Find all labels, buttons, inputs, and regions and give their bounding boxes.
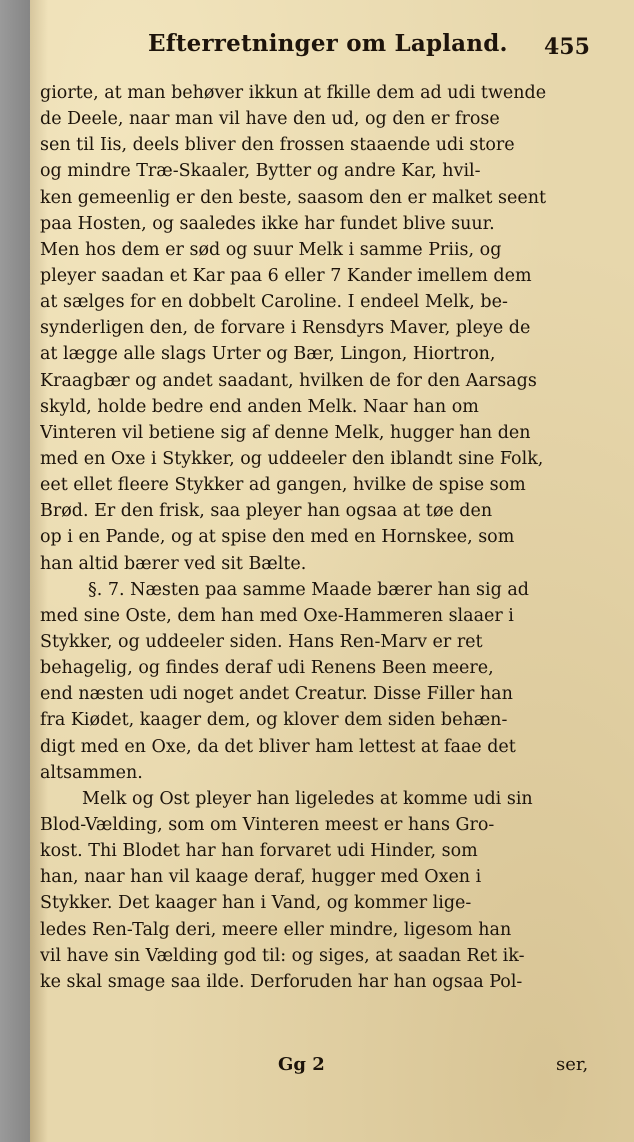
text-line: kost. Thi Blodet har han forvaret udi Hinder, som bbox=[40, 841, 478, 862]
text-line: Vinteren vil betiene sig af denne Melk, hugger han den bbox=[40, 422, 531, 443]
text-line: altsammen. bbox=[40, 762, 143, 783]
running-title: Efterretninger om Lapland. bbox=[148, 30, 508, 57]
body-text bbox=[40, 80, 626, 995]
text-line: synderligen den, de forvare i Rensdyrs Maver, pleye de bbox=[40, 318, 531, 339]
text-line: han altid bærer ved sit Bælte. bbox=[40, 553, 307, 574]
text-line: Brød. Er den frisk, saa pleyer han ogsaa at tøe den bbox=[40, 501, 493, 522]
text-line: behagelig, og findes deraf udi Renens Been meere, bbox=[40, 658, 494, 679]
text-line: digt med en Oxe, da det bliver ham lettest at faae det bbox=[40, 736, 516, 757]
text-line: end næsten udi noget andet Creatur. Disse Filler han bbox=[40, 684, 513, 705]
signature-mark: Gg 2 bbox=[278, 1054, 325, 1075]
text-line: eet ellet fleere Stykker ad gangen, hvilke de spise som bbox=[40, 475, 526, 496]
text-line: han, naar han vil kaage deraf, hugger med Oxen i bbox=[40, 867, 482, 888]
book-page bbox=[30, 0, 634, 1142]
text-line: med en Oxe i Stykker, og uddeeler den iblandt sine Folk, bbox=[40, 448, 544, 469]
text-line: Kraagbær og andet saadant, hvilken de for den Aarsags bbox=[40, 370, 537, 391]
text-line: og mindre Træ-Skaaler, Bytter og andre Kar, hvil- bbox=[40, 161, 481, 182]
catchword: ser, bbox=[556, 1054, 589, 1075]
page-footer bbox=[30, 1054, 634, 1084]
text-line: ledes Ren-Talg deri, meere eller mindre, ligesom han bbox=[40, 919, 512, 940]
text-line: skyld, holde bedre end anden Melk. Naar han om bbox=[40, 396, 479, 417]
text-line: at sælges for en dobbelt Caroline. I endeel Melk, be- bbox=[40, 292, 508, 313]
text-line: ke skal smage saa ilde. Derforuden har han ogsaa Pol- bbox=[40, 971, 523, 992]
text-line: op i en Pande, og at spise den med en Hornskee, som bbox=[40, 527, 515, 548]
text-line: giorte, at man behøver ikkun at fkille dem ad udi twende bbox=[40, 83, 547, 103]
text-line: paa Hosten, og saaledes ikke har fundet blive suur. bbox=[40, 213, 495, 234]
text-line: med sine Oste, dem han med Oxe-Hammeren slaaer i bbox=[40, 605, 514, 626]
text-line: at lægge alle slags Urter og Bær, Lingon, Hiortron, bbox=[40, 344, 496, 365]
text-line: de Deele, naar man vil have den ud, og den er frose bbox=[40, 109, 500, 130]
text-line: pleyer saadan et Kar paa 6 eller 7 Kander imellem dem bbox=[40, 265, 532, 286]
text-line: Stykker. Det kaager han i Vand, og kommer lige- bbox=[40, 893, 472, 914]
section-start-line: §. 7. Næsten paa samme Maade bærer han sig ad bbox=[88, 579, 529, 600]
page-header bbox=[30, 28, 634, 64]
text-line: Men hos dem er sød og suur Melk i samme Priis, og bbox=[40, 239, 502, 260]
page-number: 455 bbox=[544, 34, 590, 60]
scan-margin bbox=[0, 0, 30, 1142]
text-line: ken gemeenlig er den beste, saasom den er malket seent bbox=[40, 187, 546, 208]
text-line: Blod-Vælding, som om Vinteren meest er hans Gro- bbox=[40, 814, 495, 835]
text-line: fra Kiødet, kaager dem, og klover dem siden behæn- bbox=[40, 710, 508, 731]
text-line: sen til Iis, deels bliver den frossen staaende udi store bbox=[40, 135, 515, 156]
text-line: vil have sin Vælding god til: og siges, at saadan Ret ik- bbox=[40, 945, 525, 966]
text-line: Stykker, og uddeeler siden. Hans Ren-Marv er ret bbox=[40, 631, 483, 652]
paragraph-start-line: Melk og Ost pleyer han ligeledes at komme udi sin bbox=[82, 788, 533, 809]
